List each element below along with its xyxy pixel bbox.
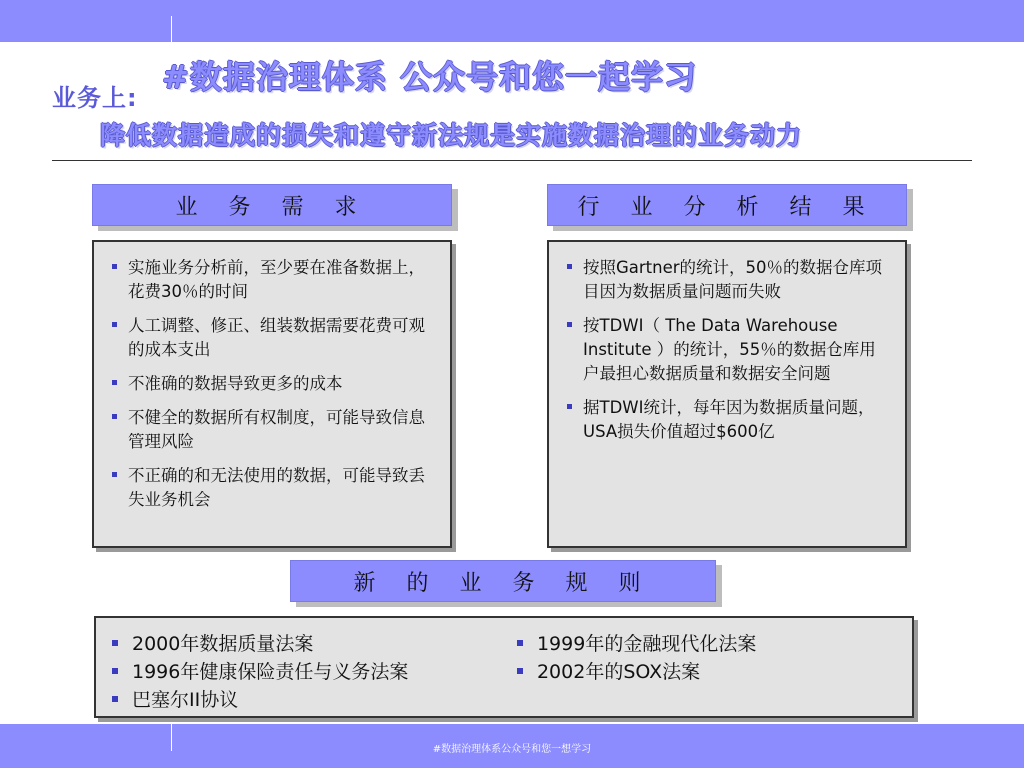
list-item: 据TDWI统计，每年因为数据质量问题，USA损失价值超过$600亿	[567, 396, 887, 444]
list-item: 2002年的SOX法案	[517, 658, 896, 686]
bullet-icon	[567, 264, 572, 269]
list-item: 实施业务分析前，至少要在准备数据上，花费30％的时间	[112, 256, 432, 304]
list-item: 不准确的数据导致更多的成本	[112, 372, 432, 396]
header-prefix: 业务上:	[52, 84, 138, 112]
list-item: 按照Gartner的统计，50％的数据仓库项目因为数据质量问题而失败	[567, 256, 887, 304]
bullet-icon	[112, 668, 118, 674]
business-needs-list	[112, 256, 432, 512]
bullet-icon	[112, 380, 117, 385]
list-item: 不正确的和无法使用的数据，可能导致丢失业务机会	[112, 464, 432, 512]
business-needs-heading	[92, 184, 452, 226]
bullet-icon	[112, 322, 117, 327]
bullet-icon	[112, 414, 117, 419]
industry-analysis-box	[547, 240, 907, 548]
bullet-icon	[112, 640, 118, 646]
industry-analysis-heading	[547, 184, 907, 226]
header-divider	[52, 160, 972, 161]
top-banner	[0, 0, 1024, 42]
new-rules-title: 新 的 业 务 规 则	[353, 570, 653, 596]
bullet-icon	[567, 322, 572, 327]
footer-text: #数据治理体系公众号和您一想学习	[432, 744, 592, 755]
new-rules-left-list	[112, 630, 517, 714]
new-rules-box	[94, 616, 914, 718]
business-needs-title: 业 务 需 求	[175, 194, 369, 220]
list-item: 按TDWI（ The Data Warehouse Institute ）的统计，55％的数据仓库用户最担心数据质量和数据安全问题	[567, 314, 887, 386]
new-rules-heading	[290, 560, 716, 602]
bullet-icon	[112, 472, 117, 477]
list-item: 2000年数据质量法案	[112, 630, 517, 658]
top-divider-tick	[171, 16, 172, 42]
bullet-icon	[517, 640, 523, 646]
bullet-icon	[112, 264, 117, 269]
page-subtitle: 降低数据造成的损失和遵守新法规是实施数据治理的业务动力	[100, 121, 803, 150]
business-needs-box	[92, 240, 452, 548]
industry-analysis-title: 行 业 分 析 结 果	[577, 194, 877, 220]
bullet-icon	[112, 696, 118, 702]
new-rules-right-list	[517, 630, 896, 714]
list-item: 1999年的金融现代化法案	[517, 630, 896, 658]
list-item: 不健全的数据所有权制度，可能导致信息管理风险	[112, 406, 432, 454]
bullet-icon	[517, 668, 523, 674]
list-item: 1996年健康保险责任与义务法案	[112, 658, 517, 686]
bullet-icon	[567, 404, 572, 409]
page-title: #数据治理体系 公众号和您一起学习	[162, 58, 697, 96]
list-item: 人工调整、修正、组装数据需要花费可观的成本支出	[112, 314, 432, 362]
list-item: 巴塞尔II协议	[112, 686, 517, 714]
industry-analysis-list	[567, 256, 887, 444]
